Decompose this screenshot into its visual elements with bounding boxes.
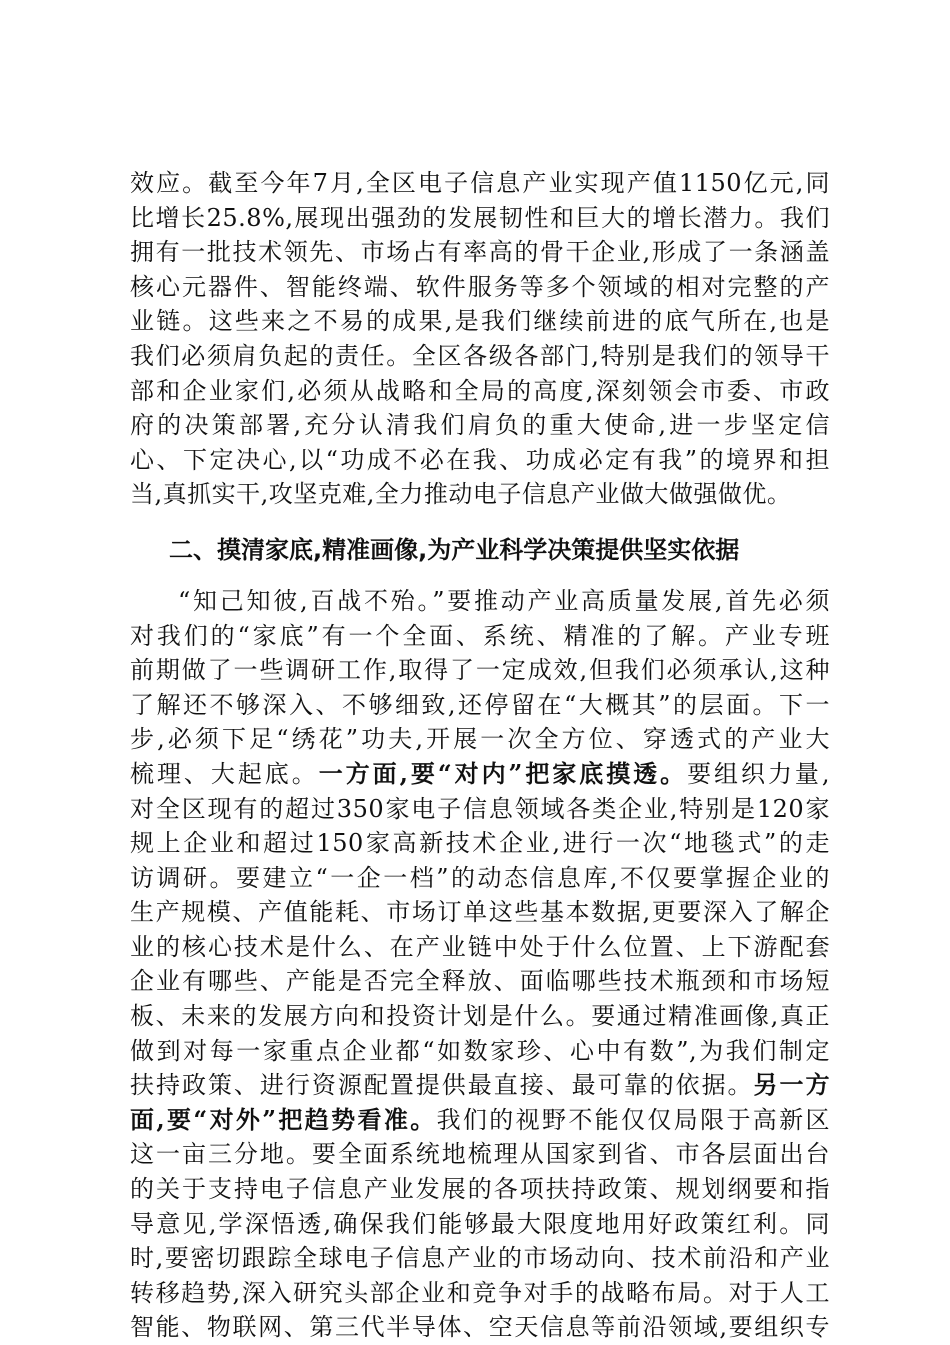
text-line: 府的决策部署,充分认清我们肩负的重大使命,进一步坚定信: [130, 411, 830, 440]
text-line: 步,必须下足“绣花”功夫,开展一次全方位、穿透式的产业大: [130, 725, 830, 754]
text-line: 前期做了一些调研工作,取得了一定成效,但我们必须承认,这种: [130, 656, 830, 685]
text-line: 生产规模、产值能耗、市场订单这些基本数据,更要深入了解企: [130, 898, 830, 927]
text-line: 这一亩三分地。要全面系统地梳理从国家到省、市各层面出台: [130, 1140, 830, 1169]
text-run: 要组织力量,: [687, 759, 831, 788]
text-run: 梳理、大起底。: [130, 759, 319, 788]
text-line: 效应。截至今年7月,全区电子信息产业实现产值1150亿元,同: [130, 169, 830, 197]
text-line: 企业有哪些、产能是否完全释放、面临哪些技术瓶颈和市场短: [130, 967, 830, 996]
text-line-mixed: [130, 1068, 830, 1103]
text-line: 业的核心技术是什么、在产业链中处于什么位置、上下游配套: [130, 932, 830, 961]
text-line: 导意见,学深悟透,确保我们能够最大限度地用好政策红利。同: [130, 1209, 830, 1238]
text-line: 部和企业家们,必须从战略和全局的高度,深刻领会市委、市政: [130, 376, 830, 405]
text-line: “知己知彼,百战不殆。”要推动产业高质量发展,首先必须: [178, 586, 830, 615]
text-line: 核心元器件、智能终端、软件服务等多个领域的相对完整的产: [130, 272, 830, 301]
text-run: 我们的视野不能仅仅局限于高新区: [436, 1105, 831, 1134]
bold-text-run: 面,要“对外”把趋势看准。: [130, 1104, 437, 1134]
text-line: 了解还不够深入、不够细致,还停留在“大概其”的层面。下一: [130, 690, 830, 719]
text-line: 做到对每一家重点企业都“如数家珍、心中有数”,为我们制定: [130, 1036, 830, 1065]
document-page: [130, 166, 830, 1345]
text-line: 对全区现有的超过350家电子信息领域各类企业,特别是120家: [130, 794, 830, 823]
text-line: 的关于支持电子信息产业发展的各项扶持政策、规划纲要和指: [130, 1175, 830, 1204]
text-line-mixed: [130, 757, 830, 792]
text-line: 访调研。要建立“一企一档”的动态信息库,不仅要掌握企业的: [130, 863, 830, 892]
text-line: 智能、物联网、第三代半导体、空天信息等前沿领域,要组织专: [130, 1313, 830, 1342]
text-line: 对我们的“家底”有一个全面、系统、精准的了解。产业专班: [130, 621, 830, 650]
text-line: 转移趋势,深入研究头部企业和竞争对手的战略布局。对于人工: [130, 1278, 830, 1307]
text-line: 比增长25.8%,展现出强劲的发展韧性和巨大的增长潜力。我们: [130, 203, 830, 232]
paragraph-1: [130, 166, 830, 512]
text-line-mixed: [130, 1103, 830, 1138]
section-heading: 二、摸清家底,精准画像,为产业科学决策提供坚实依据: [169, 535, 740, 564]
text-run: 扶持政策、进行资源配置提供最直接、最可靠的依据。: [130, 1071, 754, 1100]
text-line: 心、下定决心,以“功成不必在我、功成必定有我”的境界和担: [130, 445, 830, 474]
text-line: 我们必须肩负起的责任。全区各级各部门,特别是我们的领导干: [130, 341, 830, 370]
text-line: 拥有一批技术领先、市场占有率高的骨干企业,形成了一条涵盖: [130, 238, 830, 267]
text-line: 规上企业和超过150家高新技术企业,进行一次“地毯式”的走: [130, 829, 830, 858]
paragraph-2: [130, 584, 830, 1345]
bold-text-run: 另一方: [753, 1070, 831, 1100]
text-line: 时,要密切跟踪全球电子信息产业的市场动向、技术前沿和产业: [130, 1244, 830, 1273]
text-line: 业链。这些来之不易的成果,是我们继续前进的底气所在,也是: [130, 307, 830, 336]
text-line: 板、未来的发展方向和投资计划是什么。要通过精准画像,真正: [130, 1002, 830, 1031]
bold-text-run: 一方面,要“对内”把家底摸透。: [318, 758, 688, 788]
text-line: 当,真抓实干,攻坚克难,全力推动电子信息产业做大做强做优。: [130, 480, 792, 509]
